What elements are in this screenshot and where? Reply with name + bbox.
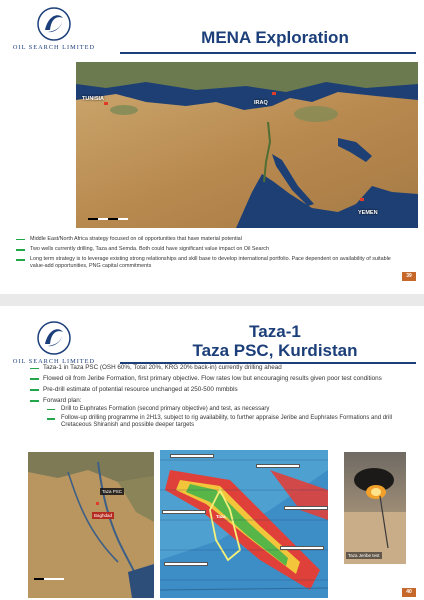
slide1-bullet-list: [16, 236, 396, 273]
map-label-tunisia: TUNISIA: [82, 96, 104, 102]
map-label-baghdad: Baghdad: [94, 513, 113, 518]
slide-title-line-1: Taza-1: [249, 322, 301, 341]
annotation-box: [284, 506, 328, 510]
list-item: [16, 246, 396, 253]
tunisia-block-marker: [104, 102, 108, 105]
bullet-text: Flowed oil from Jeribe Formation, first primary objective. Flow rates low but encouraging results given poor test conditions: [43, 374, 382, 382]
oil-search-logo-icon: [36, 320, 72, 356]
sub-bullet-list: [47, 406, 410, 430]
list-item: [30, 375, 410, 383]
taza-jeribe-test-photo: [344, 452, 406, 564]
list-item: [16, 236, 396, 243]
taza-structure-map: [160, 450, 328, 598]
page-number: 39: [402, 272, 416, 281]
bullet-dash: [16, 239, 25, 240]
list-item: [30, 386, 410, 394]
sub-list-item: [47, 415, 410, 430]
bullet-dash: [30, 378, 39, 379]
list-item: [30, 397, 410, 430]
iraq-block-marker: [272, 92, 276, 95]
slide-mena-exploration: [0, 0, 424, 294]
annotation-box: [164, 562, 208, 566]
photo-caption: Taza Jeribe test: [348, 553, 380, 558]
bullet-text: Drill to Euphrates Formation (second primary objective) and test, as necessary: [61, 405, 270, 412]
oil-search-logo: [6, 6, 102, 58]
bullet-text: Follow-up drilling programme in 2H13, subject to rig availability, to further appraise Jeribe and Euphrates Formations and drill Cretaceous Shiranish and possible deeper targets: [61, 414, 393, 429]
annotation-box: [256, 464, 300, 468]
slide-taza-1: [0, 306, 424, 600]
bullet-dash: [47, 418, 55, 419]
mena-satellite-map: [76, 62, 418, 228]
page-number: 40: [402, 588, 416, 597]
yemen-block-marker: [360, 198, 364, 201]
bullet-text: Forward plan:: [43, 396, 82, 404]
annotation-box: [170, 454, 214, 458]
annotation-box: [162, 510, 206, 514]
bullet-text: Long term strategy is to leverage existing strong relationships and skill base to develop international portfolio. Pace dependent on availability of suitable value-add opportunities, PNG capital commitments: [30, 256, 391, 269]
oil-search-logo-icon: [36, 6, 72, 42]
annotation-box: [280, 546, 324, 550]
list-item: [30, 364, 410, 372]
title-rule: [120, 52, 416, 54]
bullet-text: Taza-1 in Taza PSC (OSH 60%, Total 20%, KRG 20% back-in) currently drilling ahead: [43, 364, 282, 371]
slide-title-line-2: Taza PSC, Kurdistan: [192, 341, 358, 360]
company-name: OIL SEARCH LIMITED: [12, 358, 96, 365]
slide-title: MENA Exploration: [201, 28, 349, 47]
bullet-dash: [30, 400, 39, 401]
bullet-text: Pre-drill estimate of potential resource unchanged at 250-500 mmbbls: [43, 385, 238, 393]
list-item: [16, 256, 396, 269]
bullet-dash: [30, 389, 39, 390]
slide2-bullet-list: [30, 364, 410, 433]
bullet-dash: [16, 259, 25, 260]
company-name: OIL SEARCH LIMITED: [12, 44, 96, 51]
bullet-text: Two wells currently drilling, Taza and Semda. Both could have significant value impact on Oil Search: [30, 246, 270, 253]
map-label-taza: Taza: [216, 514, 226, 519]
taza-psc-marker: [96, 502, 99, 505]
bullet-text: Middle East/North Africa strategy focused on oil opportunities that have material potential: [30, 236, 242, 242]
map-label-iraq: IRAQ: [254, 100, 268, 106]
iraq-location-map: [28, 452, 154, 598]
bullet-dash: [16, 249, 25, 250]
map-label-yemen: YEMEN: [358, 210, 378, 216]
sub-list-item: [47, 406, 410, 413]
bullet-dash: [30, 368, 39, 369]
map-label-taza-psc: Taza PSC: [102, 489, 123, 494]
bullet-dash: [47, 409, 55, 410]
